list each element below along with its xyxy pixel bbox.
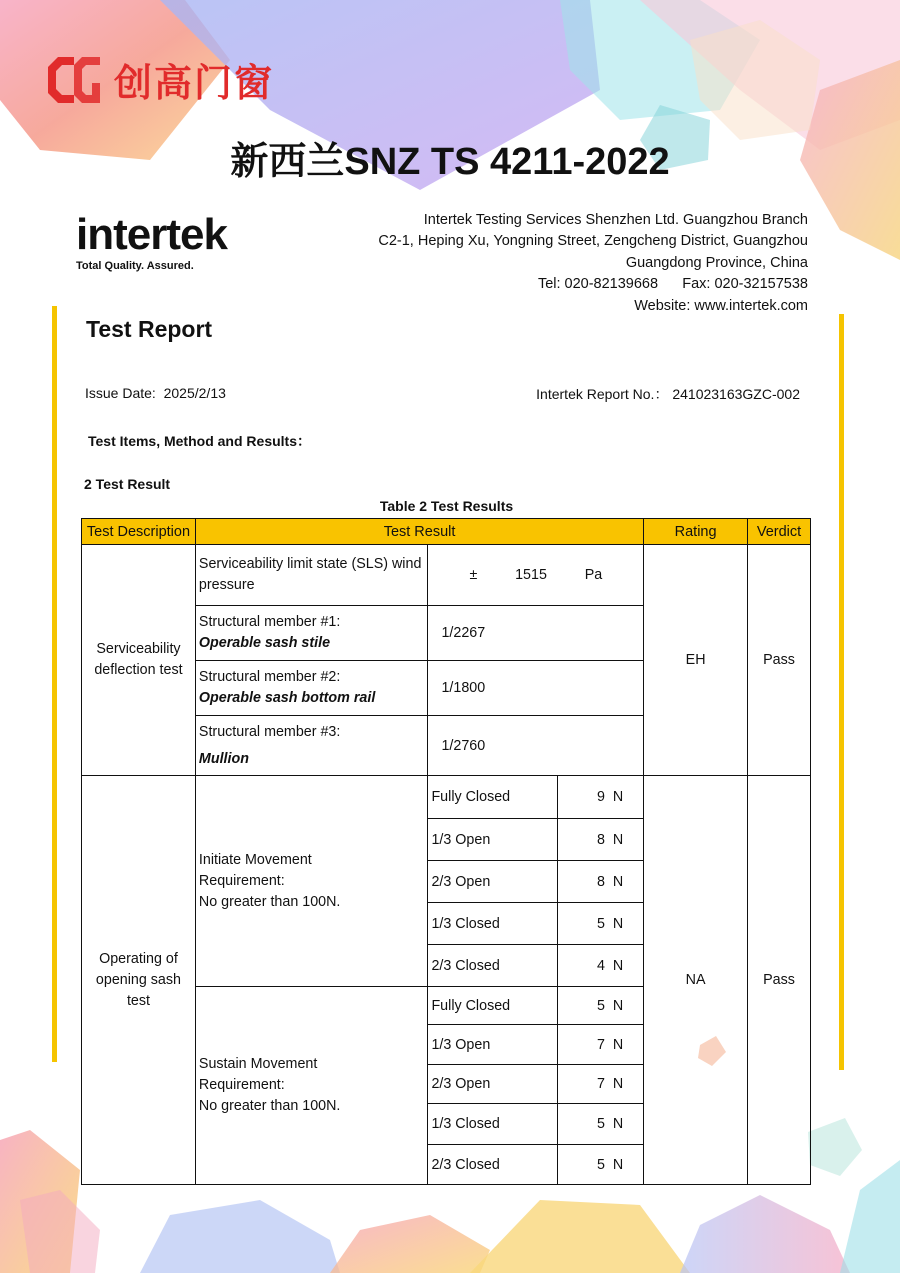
member-cell bbox=[195, 716, 428, 776]
address-line: C2-1, Heping Xu, Yongning Street, Zengcheng District, Guangzhou bbox=[378, 233, 808, 250]
verdict-cell: Pass bbox=[748, 776, 811, 1185]
position-cell: 2/3 Closed bbox=[428, 1145, 558, 1185]
description-cell: Operating of opening sash test bbox=[82, 776, 196, 1185]
rating-cell: EH bbox=[644, 545, 748, 776]
report-number-line bbox=[536, 384, 800, 404]
section-heading: 2 Test Result bbox=[84, 476, 171, 492]
force-cell: 8 N bbox=[558, 861, 644, 903]
force-cell: 8 N bbox=[558, 819, 644, 861]
member-label: Structural member #1: bbox=[198, 614, 341, 630]
address-line: Guangdong Province, China bbox=[625, 254, 808, 271]
requirement-line: Requirement: bbox=[198, 1077, 285, 1093]
force-cell: 5 N bbox=[558, 987, 644, 1025]
sls-label-cell: Serviceability limit state (SLS) wind pressure bbox=[195, 545, 428, 606]
force-cell: 4 N bbox=[558, 945, 644, 987]
description-cell: Serviceability deflection test bbox=[82, 545, 196, 776]
requirement-cell bbox=[195, 776, 428, 987]
sls-sign: ± bbox=[469, 567, 478, 583]
position-cell: 1/3 Closed bbox=[428, 903, 558, 945]
intertek-logo bbox=[76, 212, 227, 272]
results-table bbox=[81, 518, 811, 1185]
header-cell: Verdict bbox=[748, 519, 811, 545]
force-cell: 5 N bbox=[558, 903, 644, 945]
member-cell bbox=[195, 606, 428, 661]
report-number-label: Intertek Report No.： bbox=[536, 386, 669, 402]
logo-tagline: Total Quality. Assured. bbox=[76, 260, 194, 272]
table-row bbox=[82, 545, 811, 606]
member-value: 1/2267 bbox=[428, 606, 644, 661]
header-cell: Test Description bbox=[82, 519, 196, 545]
force-cell: 9 N bbox=[558, 776, 644, 819]
header-cell: Rating bbox=[644, 519, 748, 545]
table-caption: Table 2 Test Results bbox=[379, 498, 514, 514]
issue-date-label: Issue Date: bbox=[85, 385, 156, 401]
document-title: 新西兰SNZ TS 4211-2022 bbox=[230, 141, 670, 183]
sls-value: 1515 bbox=[515, 567, 547, 583]
member-name: Operable sash bottom rail bbox=[198, 690, 376, 706]
items-heading: Test Items, Method and Results： bbox=[88, 433, 311, 449]
position-cell: Fully Closed bbox=[428, 987, 558, 1025]
requirement-line: No greater than 100N. bbox=[198, 893, 341, 910]
verdict-cell: Pass bbox=[748, 545, 811, 776]
position-cell: 2/3 Closed bbox=[428, 945, 558, 987]
member-value: 1/2760 bbox=[428, 716, 644, 776]
position-cell: Fully Closed bbox=[428, 776, 558, 819]
requirement-line: Requirement: bbox=[198, 872, 285, 889]
header-cell: Test Result bbox=[195, 519, 643, 545]
force-cell: 7 N bbox=[558, 1065, 644, 1104]
table-row bbox=[82, 776, 811, 819]
address-line: Tel: 020-82139668 Fax: 020-32157538 bbox=[537, 276, 808, 293]
requirement-line: Sustain Movement bbox=[198, 1056, 318, 1072]
member-cell bbox=[195, 661, 428, 716]
member-label: Structural member #3: bbox=[198, 723, 341, 740]
position-cell: 1/3 Open bbox=[428, 819, 558, 861]
rating-cell: NA bbox=[644, 776, 748, 1185]
report-title: Test Report bbox=[86, 316, 213, 342]
company-address bbox=[378, 210, 808, 317]
brand-header bbox=[44, 52, 274, 107]
issue-date-line bbox=[85, 385, 226, 401]
issue-date-value: 2025/2/13 bbox=[163, 385, 226, 401]
requirement-cell bbox=[195, 987, 428, 1185]
force-cell: 7 N bbox=[558, 1025, 644, 1065]
address-line: Website: www.intertek.com bbox=[634, 297, 808, 314]
member-label: Structural member #2: bbox=[198, 669, 341, 685]
force-cell: 5 N bbox=[558, 1104, 644, 1145]
position-cell: 1/3 Closed bbox=[428, 1104, 558, 1145]
member-name: Operable sash stile bbox=[198, 635, 331, 651]
member-value: 1/1800 bbox=[428, 661, 644, 716]
right-accent-bar bbox=[839, 314, 844, 1070]
sls-value-cell bbox=[428, 545, 644, 606]
left-accent-bar bbox=[52, 306, 57, 1062]
position-cell: 2/3 Open bbox=[428, 861, 558, 903]
force-cell: 5 N bbox=[558, 1145, 644, 1185]
brand-logo-icon bbox=[44, 53, 104, 107]
sls-unit: Pa bbox=[584, 567, 603, 583]
position-cell: 2/3 Open bbox=[428, 1065, 558, 1104]
table-header-row bbox=[82, 519, 811, 545]
member-name: Mullion bbox=[198, 750, 249, 767]
requirement-line: Initiate Movement bbox=[198, 851, 312, 868]
position-cell: 1/3 Open bbox=[428, 1025, 558, 1065]
report-number-value: 241023163GZC-002 bbox=[672, 386, 800, 402]
logo-word: intertek bbox=[76, 210, 227, 259]
requirement-line: No greater than 100N. bbox=[198, 1098, 341, 1114]
address-line: Intertek Testing Services Shenzhen Ltd. Guangzhou Branch bbox=[423, 212, 808, 228]
brand-name: 创高门窗 bbox=[114, 63, 275, 105]
